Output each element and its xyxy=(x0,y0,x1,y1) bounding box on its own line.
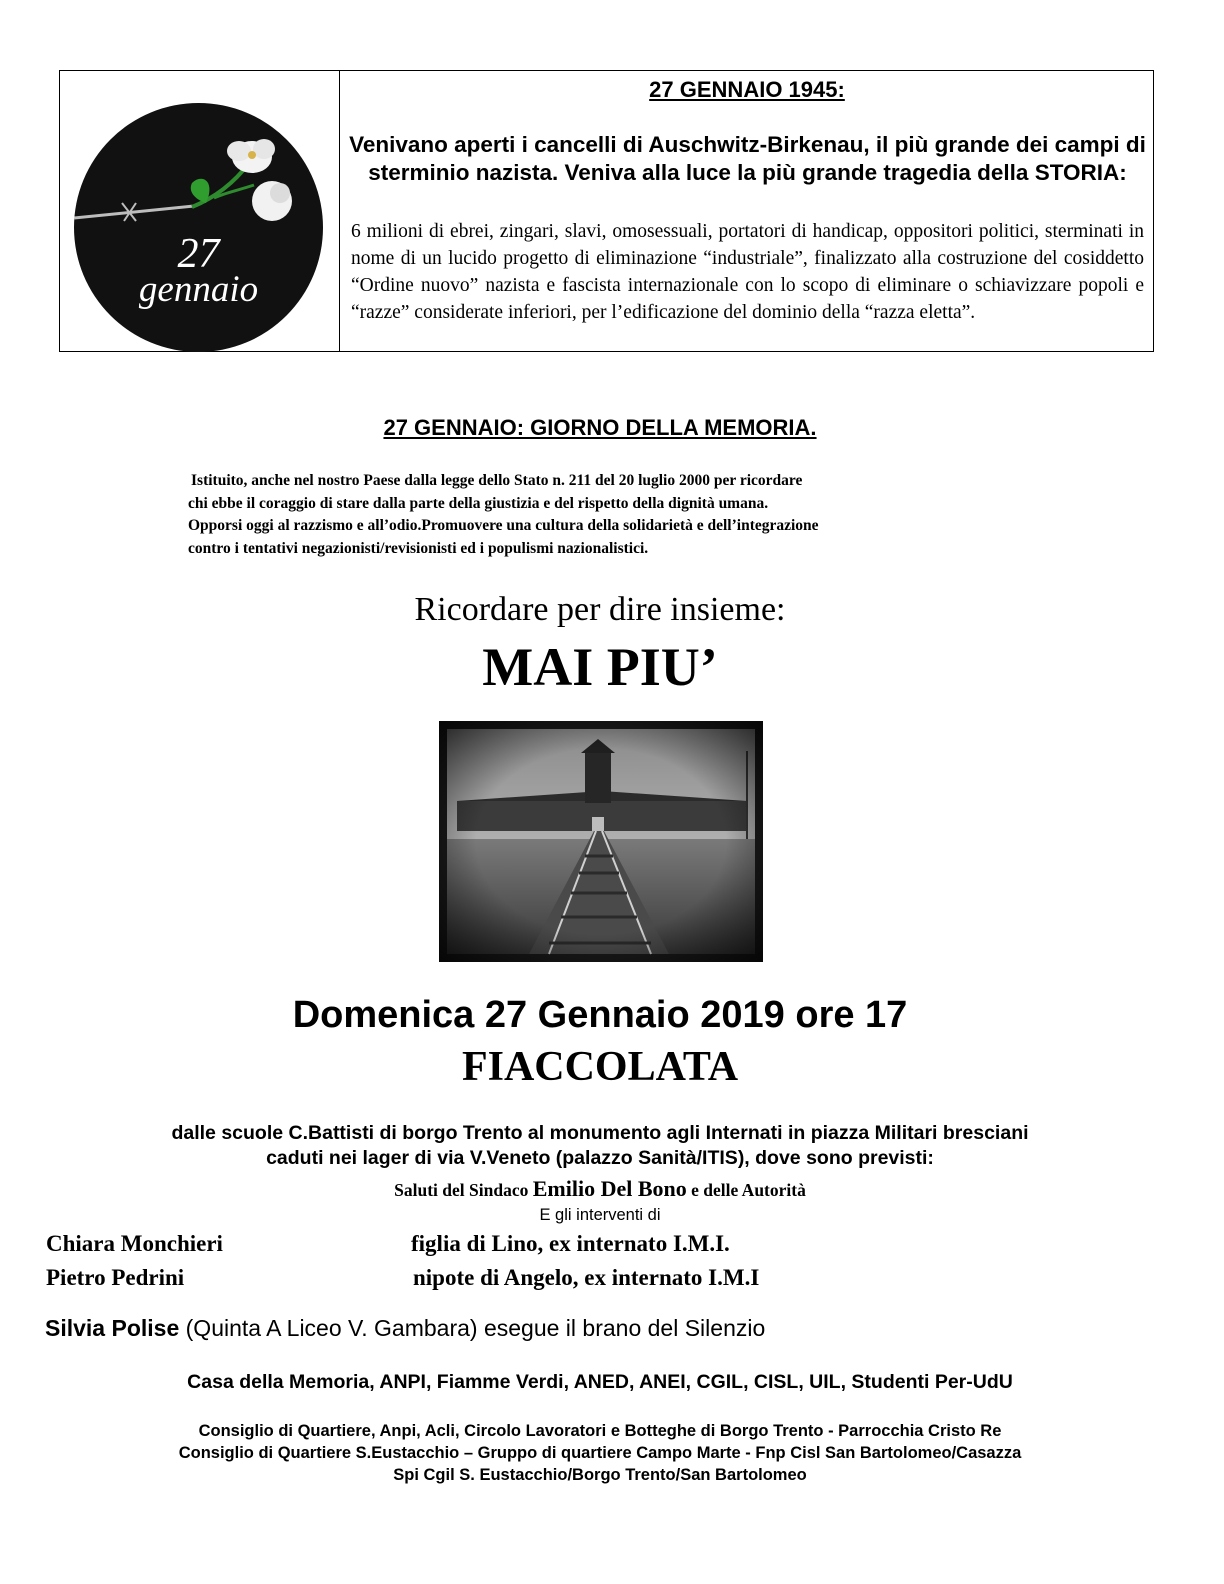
memoria-text xyxy=(188,470,1018,560)
barbed-wire-flower-icon xyxy=(74,103,323,352)
memoria-title: 27 GENNAIO: GIORNO DELLA MEMORIA. xyxy=(383,415,817,440)
route-line: dalle scuole C.Battisti di borgo Trento al monumento agli Internati in piazza Militari bresciani xyxy=(171,1122,1029,1144)
slogan-main: MAI PIU’ xyxy=(482,637,718,697)
organizers-line: Consiglio di Quartiere, Anpi, Acli, Circolo Lavoratori e Botteghe di Borgo Trento - Parrocchia Cristo Re xyxy=(198,1422,1002,1440)
header-title: 27 GENNAIO 1945: xyxy=(649,77,845,102)
memoria-line: contro i tentativi negazionisti/revisionisti ed i populismi nazionalistici. xyxy=(188,539,649,557)
organizers-line: Spi Cgil S. Eustacchio/Borgo Trento/San Bartolomeo xyxy=(393,1466,807,1484)
slogan-intro: Ricordare per dire insieme: xyxy=(414,591,786,628)
logo-number: 27 xyxy=(177,231,220,277)
header-lead: Venivano aperti i cancelli di Auschwitz-Birkenau, il più grande dei campi di sterminio nazista. Veniva alla luce la più grande tragedia della STORIA: xyxy=(349,132,1146,185)
header-body: 6 milioni di ebrei, zingari, slavi, omosessuali, portatori di handicap, oppositori politici, sterminati in nome di un lucido progetto di eliminazione “industriale”, finalizzato alla costruzione del cosiddetto “Ordine nuovo” nazista e fascista internazionale con lo scopo di eliminare o schiavizzare popoli e “razze” considerate inferiori, per l’edificazione del dominio della “razza eletta”. xyxy=(351,221,1144,323)
performance-line xyxy=(45,1313,1145,1343)
event-name: FIACCOLATA xyxy=(461,1044,739,1090)
organizers-list xyxy=(0,1420,1200,1486)
speaker-name: Chiara Monchieri xyxy=(46,1231,223,1256)
event-route xyxy=(0,1121,1200,1171)
organizers-main: Casa della Memoria, ANPI, Fiamme Verdi, ANED, ANEI, CGIL, CISL, UIL, Studenti Per-UdU xyxy=(187,1371,1013,1393)
speaker-name: Pietro Pedrini xyxy=(46,1265,185,1290)
memoria-line: Opporsi oggi al razzismo e all’odio.Promuovere una cultura della solidarietà e dell’integrazione xyxy=(188,517,819,534)
logo-word: gennaio xyxy=(138,269,259,310)
mayor-name: Emilio Del Bono xyxy=(532,1176,687,1201)
interventi-label: E gli interventi di xyxy=(539,1206,661,1224)
saluti-prefix: Saluti del Sindaco xyxy=(394,1180,533,1200)
speaker-role: nipote di Angelo, ex internato I.M.I xyxy=(413,1265,760,1290)
speaker-role: figlia di Lino, ex internato I.M.I. xyxy=(411,1231,730,1256)
memoria-line: chi ebbe il coraggio di stare dalla parte della giustizia e del rispetto della dignità umana. xyxy=(188,494,769,512)
saluti-suffix: e delle Autorità xyxy=(686,1180,806,1200)
header-divider xyxy=(339,70,340,352)
auschwitz-railway-photo xyxy=(439,721,763,962)
saluti-line xyxy=(0,1176,1200,1203)
organizers-line: Consiglio di Quartiere S.Eustacchio – Gruppo di quartiere Campo Marte - Fnp Cisl San Bartolomeo/Casazza xyxy=(178,1444,1022,1462)
performer-name: Silvia Polise xyxy=(45,1315,180,1341)
memoria-line: Istituito, anche nel nostro Paese dalla legge dello Stato n. 211 del 20 luglio 2000 per ricordare xyxy=(191,472,803,489)
memorial-logo xyxy=(74,103,323,352)
route-line: caduti nei lager di via V.Veneto (palazzo Sanità/ITIS), dove sono previsti: xyxy=(266,1147,934,1169)
performance-details: (Quinta A Liceo V. Gambara) esegue il brano del Silenzio xyxy=(179,1315,766,1341)
event-date: Domenica 27 Gennaio 2019 ore 17 xyxy=(292,994,908,1036)
